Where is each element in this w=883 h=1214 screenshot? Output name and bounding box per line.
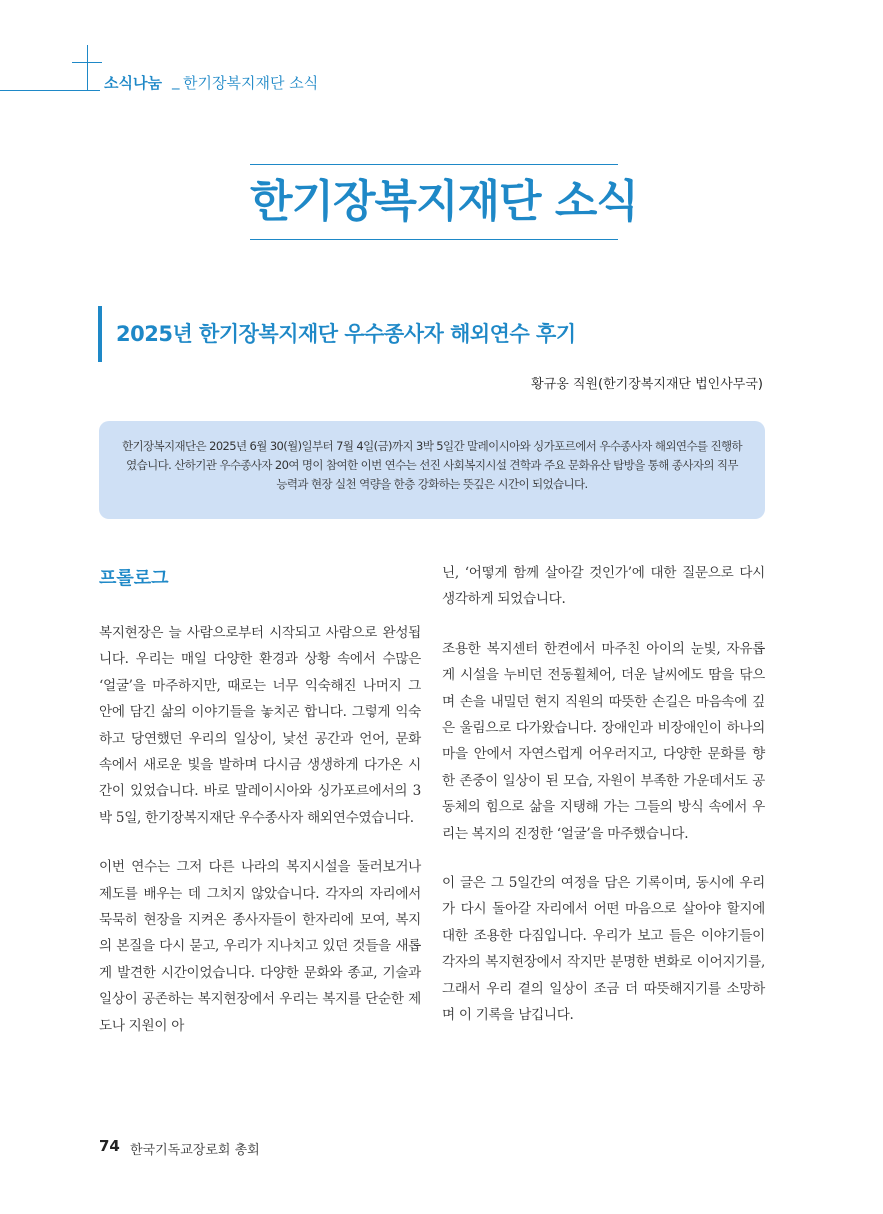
header-subsection: 한기장복지재단 소식: [183, 74, 319, 92]
paragraph: 닌, ‘어떻게 함께 살아갈 것인가’에 대한 질문으로 다시 생각하게 되었습니다.: [442, 565, 765, 608]
article-author: 황규옹 직원(한기장복지재단 법인사무국): [531, 377, 763, 392]
page-title: 한기장복지재단 소식: [250, 176, 638, 227]
right-column: [442, 560, 765, 1052]
publication-name: 한국기독교장로회 총회: [130, 1143, 260, 1158]
article-title-bar: [98, 306, 102, 362]
header-rule: [0, 90, 100, 91]
paragraph: 이번 연수는 그저 다른 나라의 복지시설을 둘러보거나 제도를 배우는 데 그치지 않았습니다. 각자의 자리에서 묵묵히 현장을 지켜온 종사자들이 한자리에 모여, 복지의 본질을 다시 묻고, 우리가 지나치고 있던 것들을 새롭게 발견한 시간이었습니다. 다양한 문화와 종교, 기술과 일상이 공존하는 복지현장에서 우리는 복지를 단순한 제도나 지원이 아: [99, 859, 421, 1034]
title-rule-bottom: [250, 239, 618, 240]
left-column: [99, 620, 421, 1062]
paragraph: 조용한 복지센터 한켠에서 마주친 아이의 눈빛, 자유롭게 시설을 누비던 전동휠체어, 더운 날씨에도 땀을 닦으며 손을 내밀던 현지 직원의 따뜻한 손길은 마음속에 깊은 울림으로 다가왔습니다. 장애인과 비장애인이 하나의 마을 안에서 자연스럽게 어우러지고, 다양한 문화를 향한 존중이 일상이 된 모습, 자원이 부족한 가운데서도 공동체의 힘으로 삶을 지탱해 가는 그들의 방식 속에서 우리는 복지의 진정한 ‘얼굴’을 마주했습니다.: [442, 640, 765, 842]
header-section: 소식나눔: [104, 74, 162, 92]
header-separator: _: [172, 72, 180, 90]
cross-icon-vertical: [87, 45, 88, 91]
page-number: 74: [99, 1137, 120, 1155]
summary-text: 한기장복지재단은 2025년 6월 30(월)일부터 7월 4일(금)까지 3박 5일간 말레이시아와 싱가포르에서 우수종사자 해외연수를 진행하였습니다. 산하기관 우수종사자 20여 명이 참여한 이번 연수는 선진 사회복지시설 견학과 주요 문화유산 탐방을 통해 종사자의 직무 능력과 현장 실천 역량을 한층 강화하는 뜻깊은 시간이 되었습니다.: [121, 439, 742, 491]
title-rule-top: [250, 164, 618, 165]
article-title: 2025년 한기장복지재단 우수종사자 해외연수 후기: [116, 322, 576, 346]
paragraph: 복지현장은 늘 사람으로부터 시작되고 사람으로 완성됩니다. 우리는 매일 다양한 환경과 상황 속에서 수많은 ‘얼굴’을 마주하지만, 때로는 너무 익숙해진 나머지 그 안에 담긴 삶의 이야기들을 놓치곤 합니다. 그렇게 익숙하고 당연했던 우리의 일상이, 낯선 공간과 언어, 문화 속에서 새로운 빛을 발하며 다시금 생생하게 다가온 시간이 있었습니다. 바로 말레이시아와 싱가포르에서의 3박 5일, 한기장복지재단 우수종사자 해외연수였습니다.: [99, 625, 421, 826]
paragraph: 이 글은 그 5일간의 여정을 담은 기록이며, 동시에 우리가 다시 돌아갈 자리에서 어떤 마음으로 살아야 할지에 대한 조용한 다짐입니다. 우리가 보고 들은 이야기들이 각자의 복지현장에서 작지만 분명한 변화로 이어지기를, 그래서 우리 곁의 일상이 조금 더 따뜻해지기를 소망하며 이 기록을 남깁니다.: [442, 875, 765, 1024]
summary-box: [99, 421, 765, 519]
cross-icon-horizontal: [72, 62, 102, 63]
prologue-heading: 프롤로그: [99, 568, 169, 589]
